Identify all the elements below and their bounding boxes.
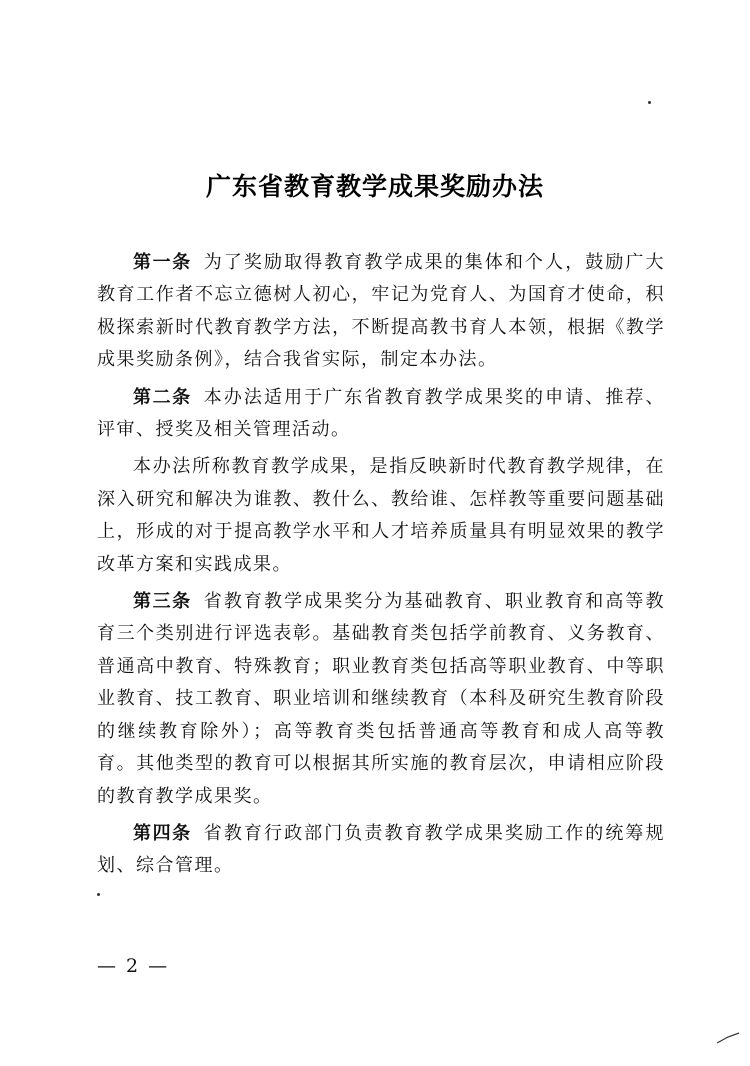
document-title: 广东省教育教学成果奖励办法: [205, 172, 544, 201]
article-heading: 第二条: [133, 386, 192, 408]
article-text: 省教育教学成果奖分为基础教育、职业教育和高等教育三个类别进行评选表彰。基础教育类包括学前教育、义务教育、普通高中教育、特殊教育；职业教育类包括高等职业教育、中等职业教育、技工教育、职业培训和继续教育（本科及研究生教育阶段的继续教育除外）；高等教育类包括普通高等教育和成人高等教育。其他类型的教育可以根据其所实施的教育层次，申请相应阶段的教育教学成果奖。: [97, 591, 666, 807]
paragraph-article-2: [97, 382, 665, 447]
scan-speck: [97, 893, 100, 896]
article-text: 本办法适用于广东省教育教学成果奖的申请、推荐、评审、授奖及相关管理活动。: [97, 386, 666, 441]
paragraph-article-4: [97, 818, 665, 883]
article-text: 为了奖励取得教育教学成果的集体和个人，鼓励广大教育工作者不忘立德树人初心，牢记为党育人、为国育才使命，积极探索新时代教育教学方法，不断提高教书育人本领，根据《教学成果奖励条例》，结合我省实际，制定本办法。: [97, 252, 666, 371]
article-heading: 第四条: [133, 822, 192, 844]
scan-artifact-mark: [716, 1032, 740, 1044]
article-heading: 第一条: [133, 252, 192, 273]
paragraph-text: 本办法所称教育教学成果，是指反映新时代教育教学规律，在深入研究和解决为谁教、教什么、教给谁、怎样教等重要问题基础上，形成的对于提高教学水平和人才培养质量具有明显效果的教学改革方案和实践成果。: [97, 456, 665, 575]
paragraph-article-3: [97, 586, 665, 813]
scan-speck: [648, 101, 651, 104]
article-heading: 第三条: [133, 591, 192, 613]
document-body: [97, 247, 665, 888]
article-text: 省教育行政部门负责教育教学成果奖励工作的统筹规划、综合管理。: [97, 822, 666, 877]
page-number: — 2 —: [97, 955, 170, 977]
paragraph-definition: [97, 451, 665, 581]
paragraph-article-1: [97, 247, 665, 377]
